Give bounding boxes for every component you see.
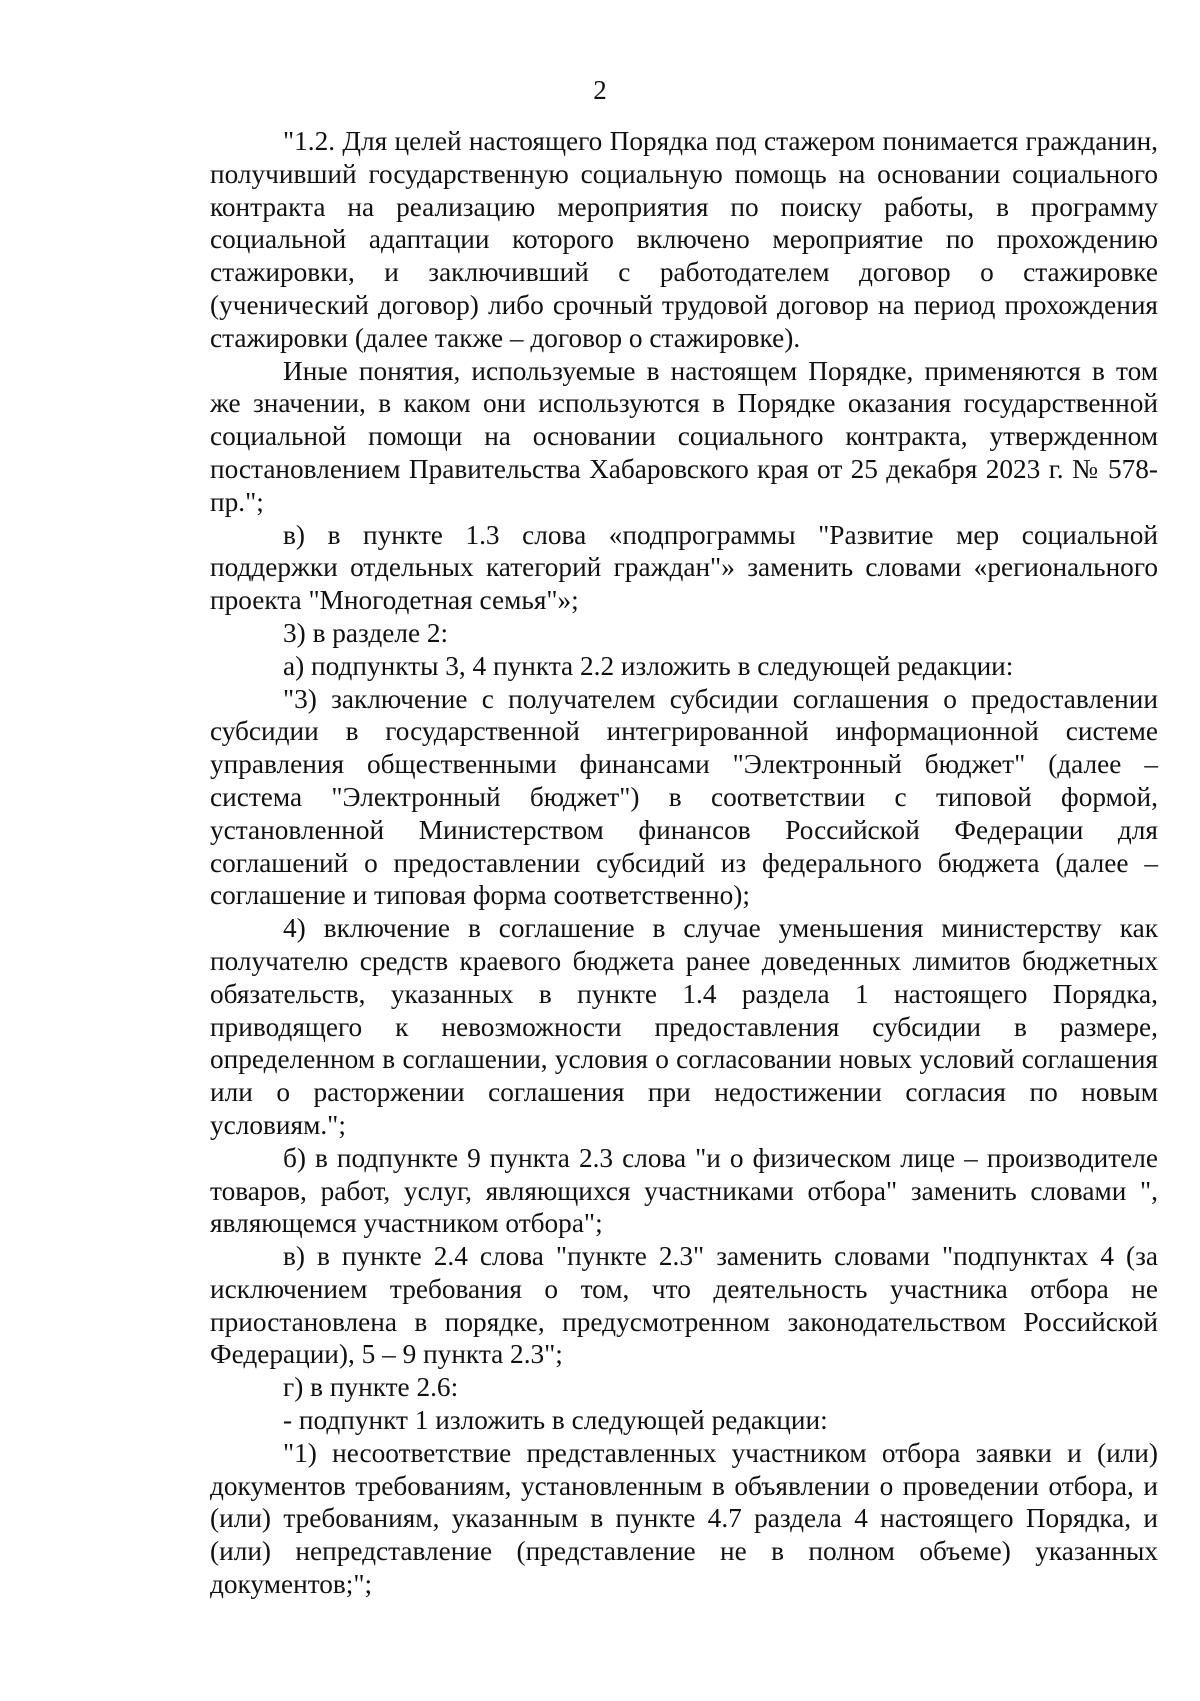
paragraph-item-v-2-4: в) в пункте 2.4 слова "пункте 2.3" заменить словами "подпунктах 4 (за исключением требования о том, что деятельность участника отбора не приостановлена в порядке, предусмотренном законодательством Российской Федерации), 5 – 9 пункта 2.3"; (210, 1241, 1158, 1370)
paragraph-subitem-4: 4) включение в соглашение в случае уменьшения министерству как получателю средств краевого бюджета ранее доведенных лимитов бюджетных обязательств, указанных в пункте 1.4 раздела 1 настоящего Порядка, приводящего к невозможности предоставления субсидии в размере, определенном в соглашении, условия о согласовании новых условий соглашения или о расторжении соглашения при недостижении согласия по новым условиям."; (210, 913, 1158, 1140)
paragraph-item-g-2-6: г) в пункте 2.6: (283, 1372, 459, 1403)
paragraph-item-v-1-3: в) в пункте 1.3 слова «подпрограммы "Развитие мер социальной поддержки отдельных категорий граждан"» заменить словами «регионального проекта "Многодетная семья"»; (210, 519, 1158, 616)
paragraph-section-2: 3) в разделе 2: (283, 617, 449, 648)
paragraph-item-a-2-2: а) подпункты 3, 4 пункта 2.2 изложить в следующей редакции: (283, 650, 1014, 681)
page-number: 2 (593, 75, 607, 105)
paragraph-subitem-1: "1) несоответствие представленных участником отбора заявки и (или) документов требованиям, установленным в объявлении о проведении отбора, и (или) требованиям, указанным в пункте 4.7 раздела 4 настоящего Порядка, и (или) непредставление (представление не в полном объеме) указанных документов;"; (210, 1437, 1158, 1600)
paragraph-subitem-3: "3) заключение с получателем субсидии соглашения о предоставлении субсидии в государственной интегрированной информационной системе управления общественными финансами "Электронный бюджет" (далее – система "Электронный бюджет") в соответствии с типовой формой, установленной Министерством финансов Российской Федерации для соглашений о предоставлении субсидий из федерального бюджета (далее – соглашение и типовая форма соответственно); (210, 683, 1158, 911)
paragraph-1-2-definition: "1.2. Для целей настоящего Порядка под стажером понимается гражданин, получивший государственную социальную помощь на основании социального контракта на реализацию мероприятия по поиску работы, в программу социальной адаптации которого включено мероприятие по прохождению стажировки, и заключивший с работодателем договор о стажировке (ученический договор) либо срочный трудовой договор на период прохождения стажировки (далее также – договор о стажировке). (210, 126, 1158, 353)
document-body (210, 125, 1158, 1601)
paragraph-item-b-2-3: б) в подпункте 9 пункта 2.3 слова "и о физическом лице – производителе товаров, работ, услуг, являющихся участниками отбора" заменить словами ", являющемся участником отбора"; (210, 1142, 1158, 1239)
paragraph-other-terms: Иные понятия, используемые в настоящем Порядке, применяются в том же значении, в каком они используются в Порядке оказания государственной социальной помощи на основании социального контракта, утвержденном постановлением Правительства Хабаровского края от 25 декабря 2023 г. № 578-пр."; (210, 355, 1158, 517)
paragraph-subitem-1-intro: - подпункт 1 изложить в следующей редакции: (283, 1405, 828, 1436)
